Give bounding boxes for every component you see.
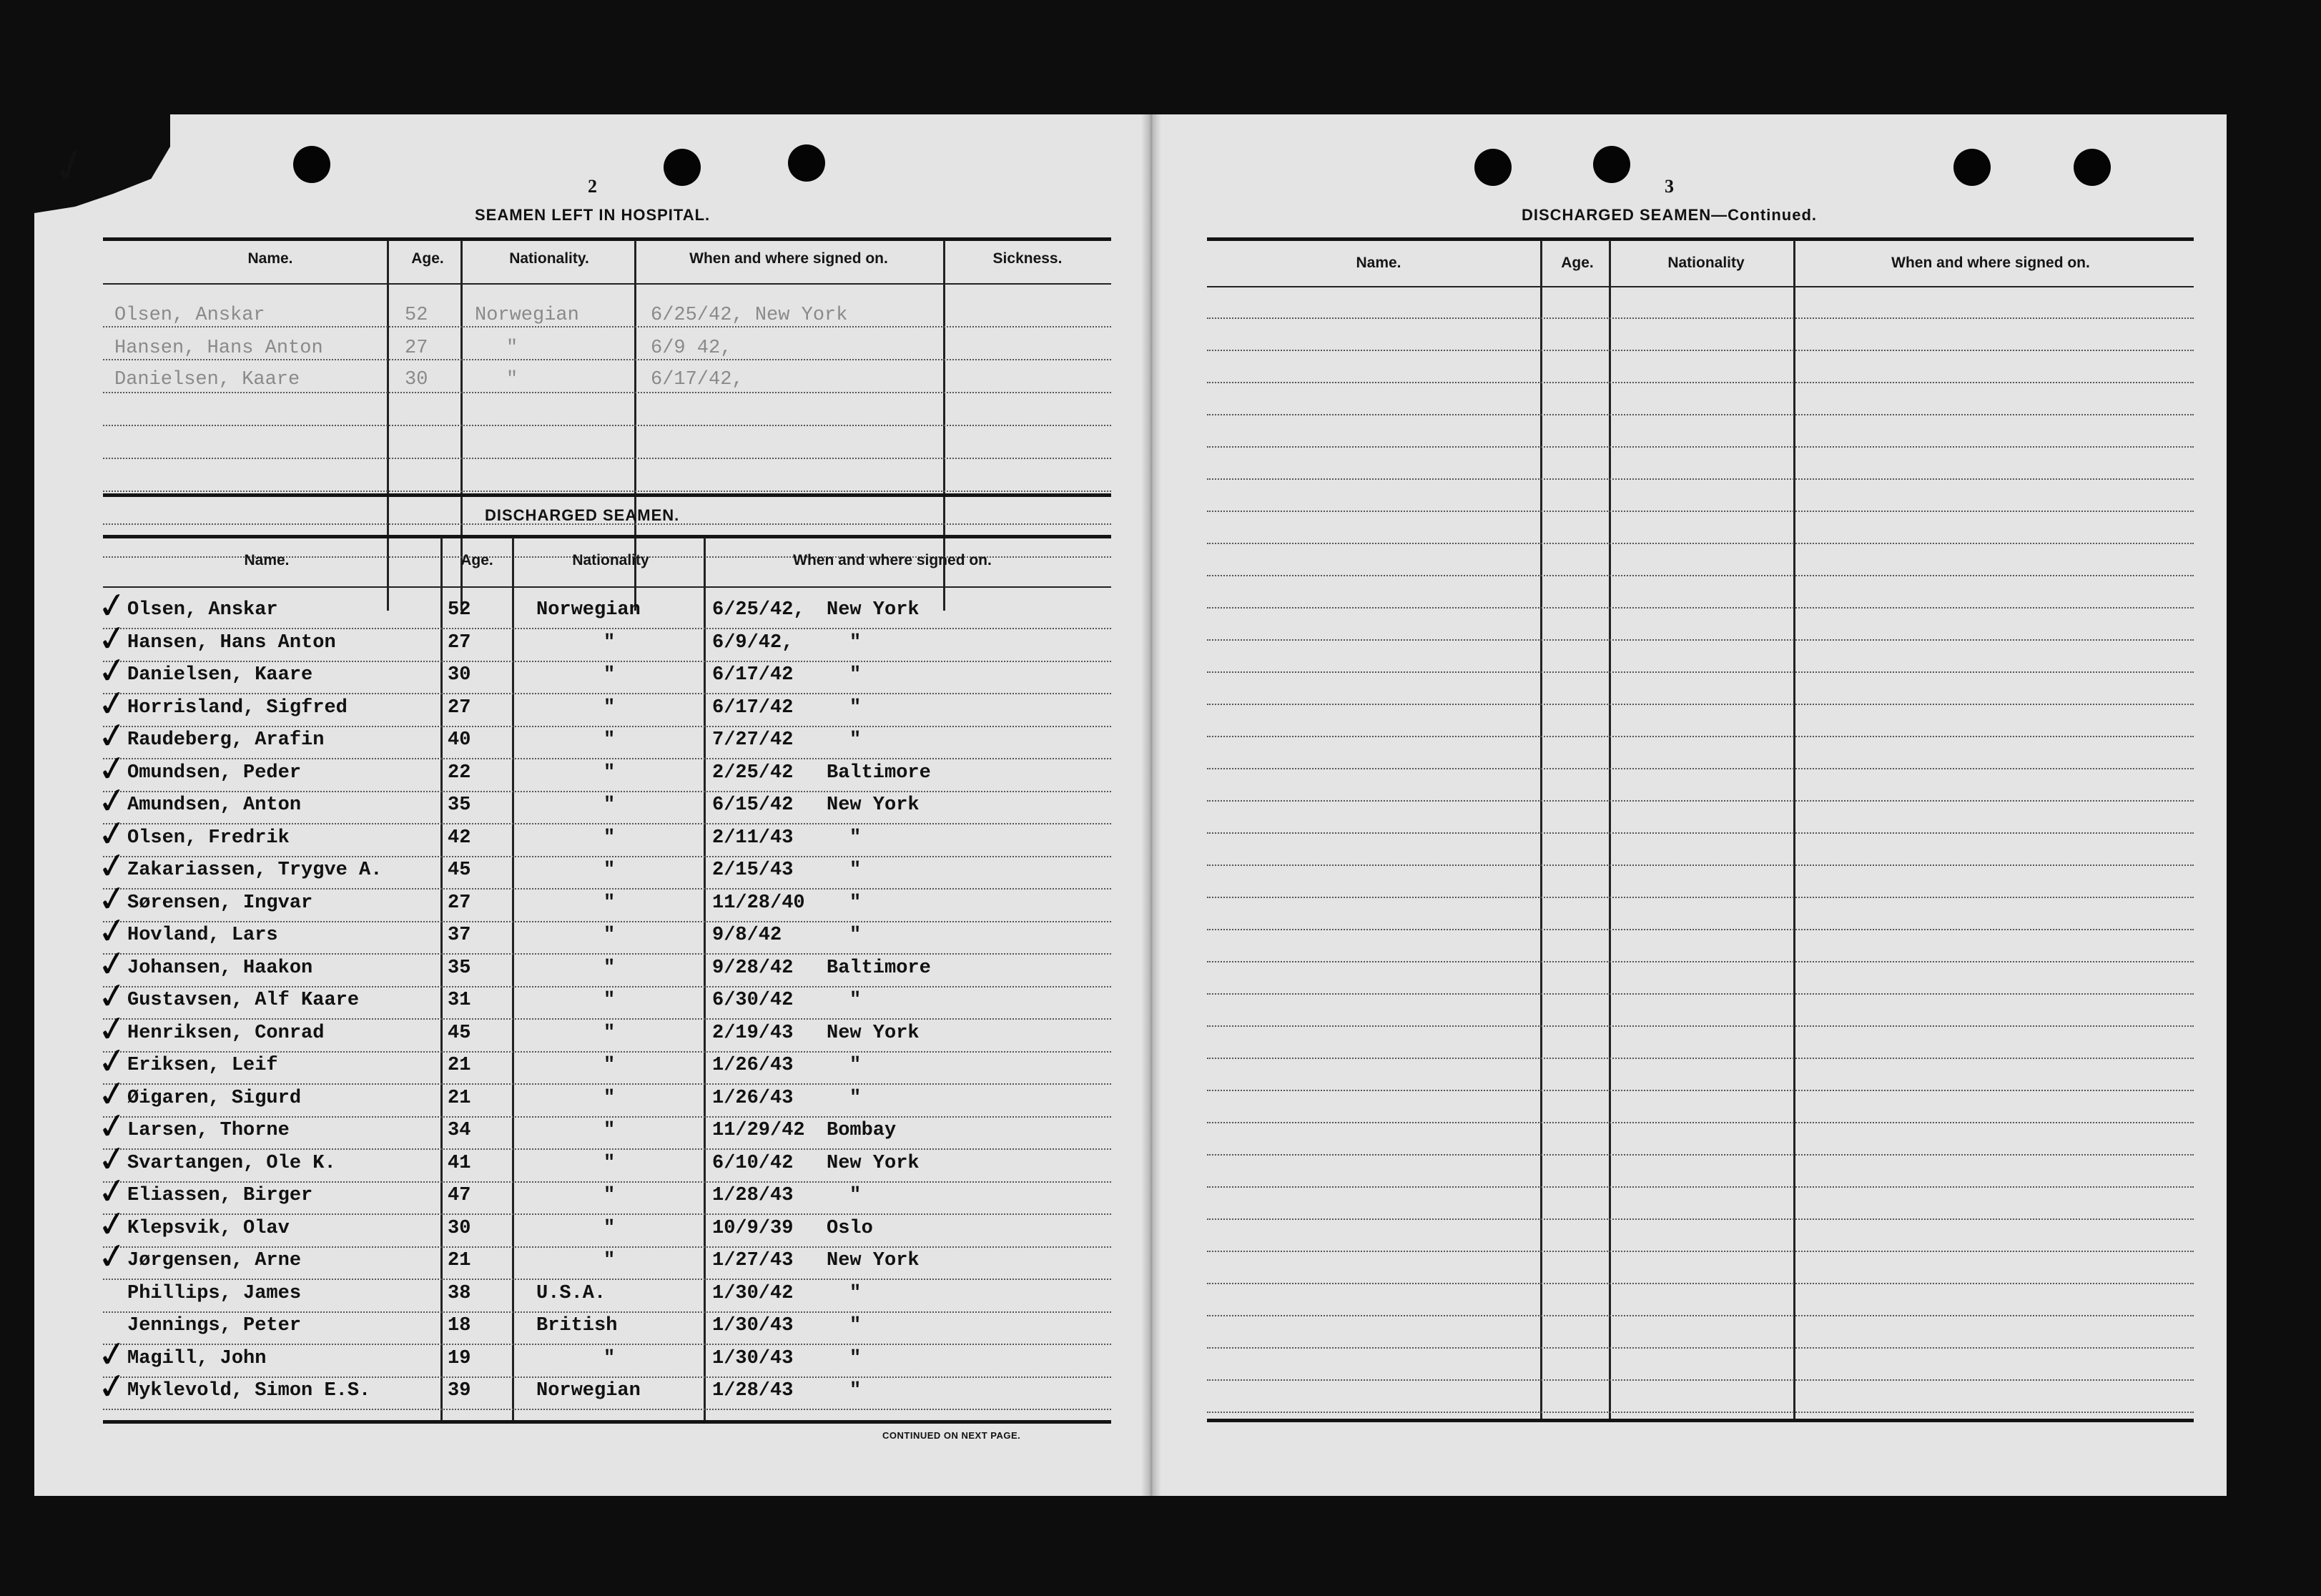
signed-on-place: Oslo [827,1218,873,1239]
header-rule [1207,286,2194,287]
seaman-nationality: " [603,990,616,1011]
seaman-nationality: " [603,664,616,686]
signed-on-date: 6/25/42, [712,599,805,621]
seaman-age: 30 [448,664,471,686]
signed-on-date: 7/27/42 [712,729,794,751]
row-line [1207,1090,2194,1091]
signed-on-date: 9/8/42 [712,925,782,946]
row-line [1207,800,2194,802]
row-line [103,1051,1111,1053]
table-bottom-rule [103,1420,1111,1424]
row-line [1207,1186,2194,1188]
seaman-name: Eriksen, Leif [127,1055,278,1076]
signed-on-date: 6/17/42 [712,664,794,686]
row-line [103,1116,1111,1118]
row-line [103,953,1111,955]
row-line [103,1213,1111,1215]
seaman-name: Horrisland, Sigfred [127,697,348,719]
signed-on-date: 1/30/43 [712,1348,794,1369]
seaman-age: 21 [448,1088,471,1109]
row-line [103,661,1111,662]
signed-on-place: Bombay [827,1120,897,1141]
signed-on-place: New York [827,1153,920,1174]
hospital-signed: 6/17/42, [651,369,744,390]
signed-on-date: 1/30/43 [712,1315,794,1336]
seaman-name: Hovland, Lars [127,925,278,946]
seaman-name: Olsen, Fredrik [127,827,290,849]
seaman-nationality: " [603,729,616,751]
row-line [103,326,1111,327]
signed-on-place: " [849,1088,862,1109]
seaman-age: 18 [448,1315,471,1336]
seaman-name: Eliassen, Birger [127,1185,313,1206]
signed-on-date: 9/28/42 [712,957,794,979]
table-top-rule [103,535,1111,538]
row-line [103,921,1111,922]
seaman-name: Klepsvik, Olav [127,1218,290,1239]
signed-on-place: " [849,827,862,849]
row-line [103,628,1111,629]
seaman-name: Zakariassen, Trygve A. [127,859,383,881]
row-line [103,458,1111,459]
seaman-nationality: " [603,697,616,719]
seaman-age: 30 [448,1218,471,1239]
signed-on-date: 6/10/42 [712,1153,794,1174]
seaman-name: Myklevold, Simon E.S. [127,1380,371,1402]
row-line [1207,768,2194,769]
row-line [103,425,1111,426]
handwritten-mark: ✓ [44,136,97,197]
signed-on-date: 2/25/42 [712,762,794,784]
row-line [1207,1347,2194,1349]
checkmark-icon: ✓ [94,1168,130,1214]
col-header-signed-on: When and where signed on. [793,552,992,568]
row-line [1207,832,2194,834]
col-header-signed-on: When and where signed on. [689,250,888,267]
hospital-signed: 6/9 42, [651,338,732,359]
checkmark-icon: ✓ [94,681,130,726]
row-line [1207,1412,2194,1413]
signed-on-place: " [849,859,862,881]
row-line [103,1311,1111,1313]
signed-on-date: 2/19/43 [712,1023,794,1044]
seaman-name: Øigaren, Sigurd [127,1088,302,1109]
signed-on-date: 6/17/42 [712,697,794,719]
checkmark-icon: ✓ [94,1233,130,1279]
signed-on-date: 1/30/42 [712,1283,794,1304]
seaman-age: 38 [448,1283,471,1304]
checkmark-icon: ✓ [94,1364,130,1409]
col-header-sickness: Sickness. [992,250,1063,267]
hospital-signed: 6/25/42, New York [651,305,848,326]
seaman-nationality: British [536,1315,618,1336]
seaman-nationality: " [603,859,616,881]
column-divider [512,538,514,1422]
seaman-name: Jørgensen, Arne [127,1250,302,1271]
seaman-age: 40 [448,729,471,751]
signed-on-place: New York [827,599,920,621]
row-line [103,856,1111,857]
row-line [1207,1218,2194,1220]
seaman-name: Magill, John [127,1348,267,1369]
row-line [1207,1283,2194,1284]
row-line [103,726,1111,727]
seaman-nationality: " [603,827,616,849]
signed-on-place: " [849,990,862,1011]
row-line [103,359,1111,360]
seaman-name: Olsen, Anskar [127,599,278,621]
signed-on-place: " [849,925,862,946]
row-line [1207,478,2194,480]
seaman-nationality: " [603,1348,616,1369]
hospital-age: 27 [405,338,428,359]
checkmark-icon: ✓ [94,648,130,694]
row-line [1207,864,2194,866]
seaman-age: 45 [448,859,471,881]
table-bottom-rule [1207,1419,2194,1422]
column-divider [1540,240,1542,1419]
signed-on-place: " [849,664,862,686]
seaman-age: 22 [448,762,471,784]
seaman-nationality: " [603,1023,616,1044]
discharged-continued-title: DISCHARGED SEAMEN—Continued. [1522,206,1817,224]
continued-note: CONTINUED ON NEXT PAGE. [882,1430,1021,1441]
seaman-nationality: " [603,794,616,816]
row-line [103,1083,1111,1085]
signed-on-date: 1/26/43 [712,1055,794,1076]
seaman-age: 37 [448,925,471,946]
signed-on-date: 10/9/39 [712,1218,794,1239]
col-header-name: Name. [247,250,293,267]
row-line [1207,543,2194,544]
signed-on-place: Baltimore [827,957,931,979]
checkmark-icon: ✓ [94,1103,130,1149]
table-top-rule [1207,237,2194,241]
col-header-nationality: Nationality. [509,250,589,267]
left-page [34,114,1150,1496]
seaman-nationality: Norwegian [536,599,641,621]
signed-on-date: 2/15/43 [712,859,794,881]
row-line [1207,446,2194,448]
record-sheet [34,114,2227,1496]
hospital-name: Hansen, Hans Anton [114,338,323,359]
row-line [1207,607,2194,609]
checkmark-icon: ✓ [94,1201,130,1247]
col-header-name: Name. [244,552,290,568]
signed-on-date: 6/9/42, [712,632,794,654]
col-header-age: Age. [411,250,444,267]
row-line [103,1344,1111,1345]
col-header-signed-on: When and where signed on. [1891,255,2090,271]
row-line [103,1409,1111,1410]
discharged-section-title: DISCHARGED SEAMEN. [485,506,680,524]
hospital-name: Danielsen, Kaare [114,369,300,390]
checkmark-icon: ✓ [94,1071,130,1117]
checkmark-icon: ✓ [94,713,130,759]
seaman-name: Hansen, Hans Anton [127,632,336,654]
seaman-name: Sørensen, Ingvar [127,892,313,914]
hospital-nationality: " [506,369,518,390]
signed-on-place: Baltimore [827,762,931,784]
signed-on-date: 2/11/43 [712,827,794,849]
row-line [103,1246,1111,1248]
checkmark-icon: ✓ [94,1136,130,1182]
signed-on-place: " [849,729,862,751]
signed-on-date: 6/15/42 [712,794,794,816]
signed-on-place: " [849,1380,862,1402]
signed-on-place: " [849,892,862,914]
row-line [1207,671,2194,673]
row-line [1207,1154,2194,1156]
signed-on-date: 11/29/42 [712,1120,805,1141]
row-line [1207,317,2194,319]
seaman-nationality: U.S.A. [536,1283,606,1304]
checkmark-icon: ✓ [94,908,130,954]
seaman-age: 45 [448,1023,471,1044]
hospital-nationality: " [506,338,518,359]
page-number: 2 [588,176,597,197]
seaman-nationality: " [603,1055,616,1076]
seaman-nationality: " [603,762,616,784]
row-line [1207,1315,2194,1316]
col-header-age: Age. [1561,255,1594,271]
seaman-nationality: " [603,1185,616,1206]
seaman-age: 41 [448,1153,471,1174]
table-top-rule [103,237,1111,241]
seaman-name: Omundsen, Peder [127,762,302,784]
column-divider [704,538,706,1422]
row-line [103,392,1111,393]
seaman-name: Henriksen, Conrad [127,1023,325,1044]
signed-on-place: " [849,1185,862,1206]
signed-on-place: New York [827,1023,920,1044]
signed-on-place: " [849,1283,862,1304]
seaman-nationality: " [603,1218,616,1239]
seaman-name: Johansen, Haakon [127,957,313,979]
seaman-age: 35 [448,957,471,979]
hospital-name: Olsen, Anskar [114,305,265,326]
row-line [1207,1251,2194,1252]
row-line [1207,511,2194,512]
seaman-name: Amundsen, Anton [127,794,302,816]
checkmark-icon: ✓ [94,1038,130,1084]
seaman-age: 34 [448,1120,471,1141]
checkmark-icon: ✓ [94,746,130,792]
seaman-age: 52 [448,599,471,621]
checkmark-icon: ✓ [94,973,130,1019]
signed-on-date: 1/26/43 [712,1088,794,1109]
signed-on-date: 1/27/43 [712,1250,794,1271]
row-line [1207,1122,2194,1123]
signed-on-date: 11/28/40 [712,892,805,914]
row-line [1207,1379,2194,1381]
seaman-nationality: " [603,892,616,914]
seaman-age: 21 [448,1250,471,1271]
row-line [1207,993,2194,995]
row-line [1207,736,2194,737]
signed-on-place: " [849,1315,862,1336]
seaman-age: 27 [448,632,471,654]
seaman-nationality: " [603,925,616,946]
checkmark-icon: ✓ [94,876,130,922]
row-line [1207,704,2194,705]
hospital-nationality: Norwegian [475,305,579,326]
seaman-nationality: " [603,1120,616,1141]
seaman-nationality: " [603,1250,616,1271]
row-line [103,1181,1111,1183]
col-header-nationality: Nationality [1667,255,1745,271]
row-line [103,1148,1111,1150]
checkmark-icon: ✓ [94,616,130,661]
row-line [1207,382,2194,383]
seaman-age: 21 [448,1055,471,1076]
row-line [1207,897,2194,898]
signed-on-place: " [849,697,862,719]
seaman-age: 39 [448,1380,471,1402]
header-rule [103,283,1111,285]
seaman-nationality: Norwegian [536,1380,641,1402]
checkmark-icon: ✓ [94,941,130,987]
row-line [103,491,1111,492]
checkmark-icon: ✓ [94,811,130,857]
row-line [103,693,1111,694]
row-line [1207,414,2194,415]
seaman-name: Gustavsen, Alf Kaare [127,990,360,1011]
col-header-name: Name. [1356,255,1401,271]
column-divider [440,538,443,1422]
row-line [1207,1058,2194,1059]
row-line [1207,639,2194,641]
row-line [1207,350,2194,351]
right-page [1150,114,2227,1496]
row-line [103,1279,1111,1280]
row-line [103,758,1111,759]
row-line [103,823,1111,824]
seaman-nationality: " [603,632,616,654]
row-line [103,1376,1111,1378]
checkmark-icon: ✓ [94,778,130,824]
seaman-age: 27 [448,892,471,914]
row-line [1207,575,2194,576]
col-header-nationality: Nationality [572,552,649,568]
seaman-age: 35 [448,794,471,816]
seaman-nationality: " [603,957,616,979]
column-divider [1609,240,1611,1419]
signed-on-date: 1/28/43 [712,1185,794,1206]
seaman-name: Raudeberg, Arafin [127,729,325,751]
signed-on-place: " [849,1348,862,1369]
seaman-name: Phillips, James [127,1283,302,1304]
signed-on-place: " [849,632,862,654]
seaman-age: 31 [448,990,471,1011]
hospital-section-title: SEAMEN LEFT IN HOSPITAL. [475,206,711,224]
seaman-name: Danielsen, Kaare [127,664,313,686]
row-line [1207,929,2194,930]
seaman-name: Jennings, Peter [127,1315,302,1336]
signed-on-date: 1/28/43 [712,1380,794,1402]
row-line [103,1018,1111,1020]
signed-on-place: New York [827,1250,920,1271]
table-bottom-rule [103,493,1111,497]
checkmark-icon: ✓ [94,583,130,629]
checkmark-icon: ✓ [94,843,130,889]
seaman-age: 19 [448,1348,471,1369]
seaman-age: 42 [448,827,471,849]
signed-on-place: " [849,1055,862,1076]
seaman-nationality: " [603,1088,616,1109]
column-divider [1793,240,1795,1419]
seaman-name: Svartangen, Ole K. [127,1153,336,1174]
seaman-age: 47 [448,1185,471,1206]
seaman-name: Larsen, Thorne [127,1120,290,1141]
page-number: 3 [1665,176,1674,197]
header-rule [103,586,1111,588]
row-line [1207,1025,2194,1027]
row-line [1207,961,2194,962]
hospital-age: 30 [405,369,428,390]
hospital-age: 52 [405,305,428,326]
col-header-age: Age. [460,552,493,568]
seaman-nationality: " [603,1153,616,1174]
signed-on-place: New York [827,794,920,816]
seaman-age: 27 [448,697,471,719]
row-line [103,986,1111,987]
signed-on-date: 6/30/42 [712,990,794,1011]
row-line [103,791,1111,792]
checkmark-icon: ✓ [94,1331,130,1377]
row-line [103,888,1111,890]
checkmark-icon: ✓ [94,1006,130,1052]
